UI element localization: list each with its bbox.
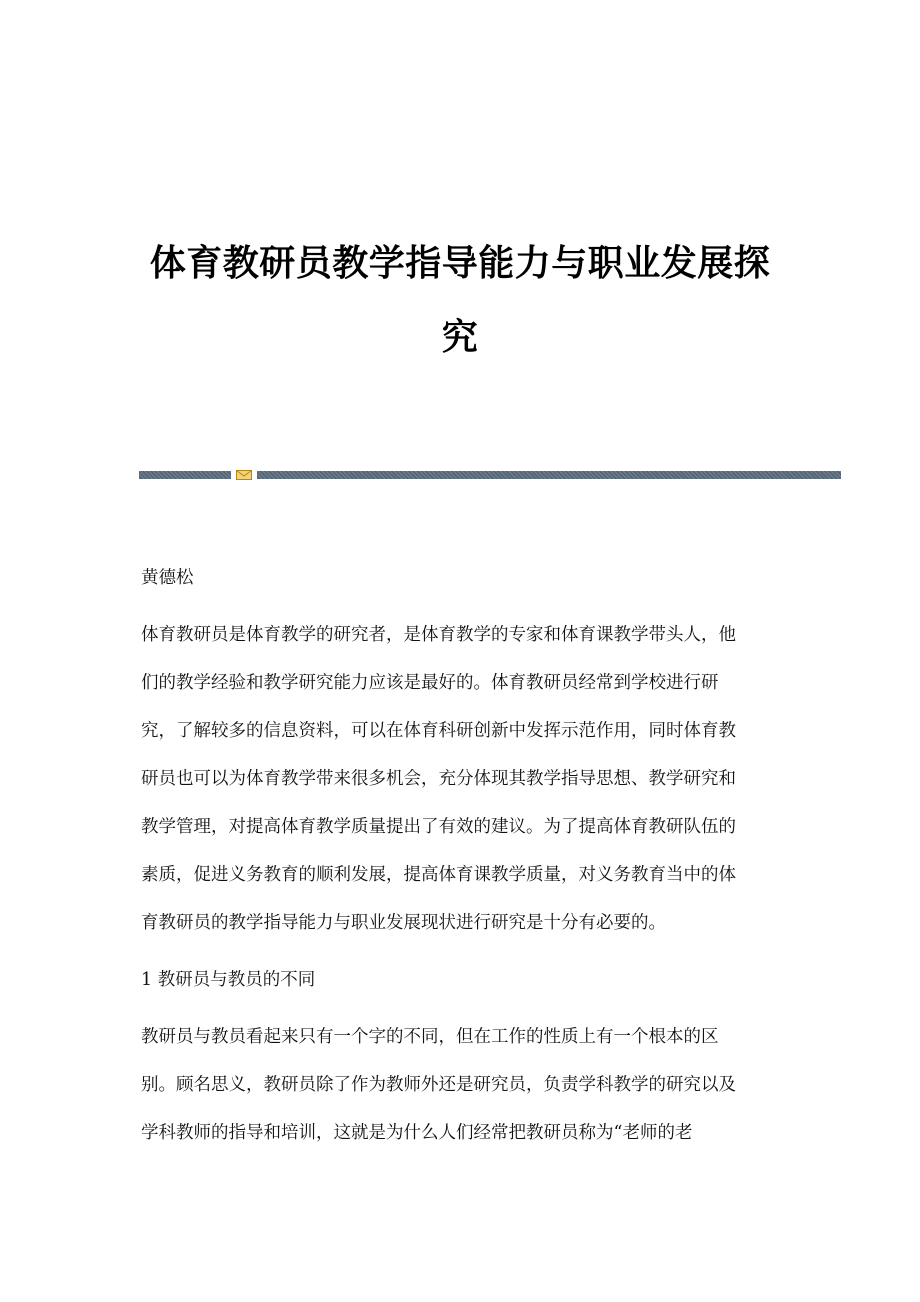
paragraph-line: 教研员与教员看起来只有一个字的不同，但在工作的性质上有一个根本的区 [141,1027,719,1047]
author-name: 黄德松 [141,568,194,588]
paragraph-line: 究，了解较多的信息资料，可以在体育科研创新中发挥示范作用，同时体育教 [141,721,736,741]
paragraph-line: 育教研员的教学指导能力与职业发展现状进行研究是十分有必要的。 [141,913,666,933]
paragraph-line: 们的教学经验和教学研究能力应该是最好的。体育教研员经常到学校进行研 [141,673,719,693]
paragraph-line: 学科教师的指导和培训，这就是为什么人们经常把教研员称为“老师的老 [141,1123,693,1143]
envelope-icon [236,470,252,480]
paragraph-line: 教学管理，对提高体育教学质量提出了有效的建议。为了提高体育教研队伍的 [141,817,736,837]
section-heading: 1 教研员与教员的不同 [141,970,316,990]
title-divider [139,470,841,480]
paragraph-line: 研员也可以为体育教学带来很多机会，充分体现其教学指导思想、教学研究和 [141,769,736,789]
page-title-line-1: 体育教研员教学指导能力与职业发展探 [149,242,771,285]
paragraph-line: 别。顾名思义，教研员除了作为教师外还是研究员，负责学科教学的研究以及 [141,1075,736,1095]
page-title-line-2: 究 [441,316,479,358]
divider-bar-right [257,471,841,479]
divider-bar-left [139,471,231,479]
paragraph-line: 体育教研员是体育教学的研究者，是体育教学的专家和体育课教学带头人，他 [141,625,736,645]
paragraph-line: 素质，促进义务教育的顺利发展，提高体育课教学质量，对义务教育当中的体 [141,865,736,885]
